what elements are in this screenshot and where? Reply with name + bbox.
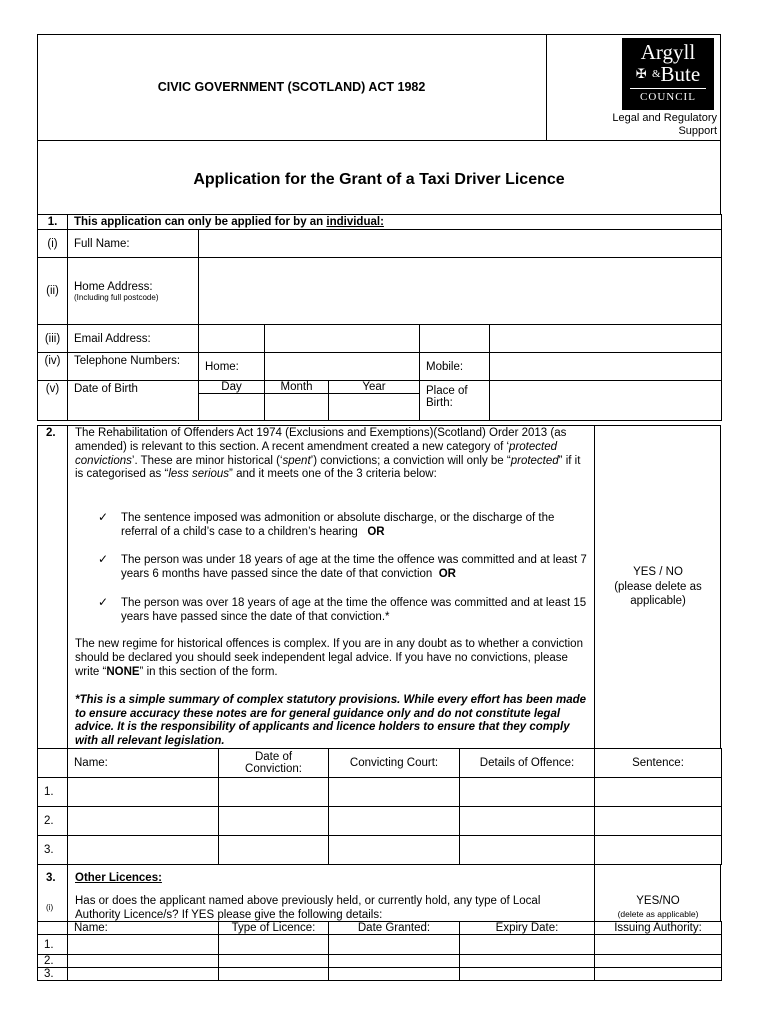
- form-title: Application for the Grant of a Taxi Driver Licence: [193, 171, 565, 188]
- email-field-1[interactable]: [199, 325, 265, 353]
- dob-day-field[interactable]: [199, 394, 265, 421]
- place-of-birth-label: Place of Birth:: [420, 381, 490, 421]
- act-title: CIVIC GOVERNMENT (SCOTLAND) ACT 1982: [157, 80, 426, 94]
- intro-protected-convictions: protected convictions: [75, 440, 557, 467]
- note-none: NONE: [106, 666, 140, 678]
- logo-line2: Bute: [660, 62, 701, 86]
- licence-type-field[interactable]: [219, 968, 329, 981]
- check-icon: ✓: [98, 595, 109, 609]
- col-name: Name:: [68, 749, 219, 778]
- section2-disclaimer: *This is a simple summary of complex statutory provisions. While every effort has been made to ensure accuracy these notes are for general guidance only and do not constitute legal advice. It is the responsibility of applicants and licence holders to ensure that they comply with all relevant legislation.: [75, 694, 587, 747]
- row-number: 2.: [38, 807, 68, 836]
- table-row: [38, 955, 722, 968]
- criterion-1-or: OR: [367, 526, 385, 538]
- licence-name-field[interactable]: [68, 955, 219, 968]
- email-field-4[interactable]: [490, 325, 722, 353]
- section1-number: 1.: [38, 215, 68, 230]
- place-of-birth-field[interactable]: [490, 381, 722, 421]
- full-name-field[interactable]: [199, 230, 722, 258]
- section3-yes-no-note: (delete as applicable): [617, 909, 699, 919]
- section2-yes-no[interactable]: YES / NO: [633, 566, 683, 578]
- criterion-1-text: The sentence imposed was admonition or absolute discharge, or the discharge of the referral of a child’s case to a children’s hearing: [121, 512, 555, 538]
- email-field-2[interactable]: [265, 325, 420, 353]
- check-icon: ✓: [98, 510, 109, 524]
- email-field-3[interactable]: [420, 325, 490, 353]
- convictions-table: [37, 748, 722, 865]
- col-date-granted: Date Granted:: [329, 922, 460, 935]
- section1-heading-text: This application can only be applied for by an: [74, 216, 327, 228]
- row-num-ii: (ii): [38, 258, 68, 325]
- mobile-phone-field[interactable]: [490, 353, 722, 381]
- row-number: 3.: [38, 836, 68, 865]
- check-icon: ✓: [98, 552, 109, 566]
- section2-yes-no-note: (please delete as applicable): [614, 581, 702, 607]
- licence-expiry-field[interactable]: [460, 968, 595, 981]
- conviction-sentence-field[interactable]: [595, 778, 722, 807]
- licence-granted-field[interactable]: [329, 935, 460, 955]
- intro-text-c: ’. These are minor historical (‘: [131, 454, 283, 467]
- dob-year-field[interactable]: [329, 394, 420, 421]
- conviction-details-field[interactable]: [460, 778, 595, 807]
- col-issuing-authority: Issuing Authority:: [595, 922, 722, 935]
- licences-table: [37, 921, 722, 981]
- intro-text-e: ’) convictions; a conviction will only be “: [310, 454, 511, 467]
- table-row: [38, 807, 722, 836]
- note-text-c: ” in this section of the form.: [139, 666, 278, 678]
- section2-intro: [75, 427, 587, 482]
- home-address-field[interactable]: [199, 258, 722, 325]
- licence-type-field[interactable]: [219, 955, 329, 968]
- criterion-1: [121, 511, 589, 539]
- intro-text-g: ” if it is categorised as “: [75, 454, 581, 481]
- col-type-of-licence: Type of Licence:: [219, 922, 329, 935]
- licence-name-field[interactable]: [68, 935, 219, 955]
- section1-table: [37, 214, 722, 421]
- intro-text-i: ” and it meets one of the 3 criteria below:: [229, 468, 437, 481]
- col-licence-name: Name:: [68, 922, 219, 935]
- section3-left-divider: [67, 864, 68, 922]
- email-label: Email Address:: [68, 325, 199, 353]
- licence-granted-field[interactable]: [329, 968, 460, 981]
- conviction-details-field[interactable]: [460, 807, 595, 836]
- criterion-3: [121, 596, 589, 624]
- licence-authority-field[interactable]: [595, 955, 722, 968]
- department-line1: Legal and Regulatory: [612, 112, 717, 124]
- col-details-of-offence: Details of Offence:: [460, 749, 595, 778]
- col-convicting-court: Convicting Court:: [329, 749, 460, 778]
- mobile-phone-label: Mobile:: [420, 353, 490, 381]
- intro-text-a: The Rehabilitation of Offenders Act 1974 (Exclusions and Exemptions)(Scotland) Order 2013 (as amended) is relevant to this section. A recent amendment created a new category of ‘: [75, 427, 567, 453]
- row-num-i: (i): [38, 230, 68, 258]
- conviction-name-field[interactable]: [68, 778, 219, 807]
- conviction-details-field[interactable]: [460, 836, 595, 865]
- table-row: [38, 836, 722, 865]
- licences-header-num: [38, 922, 68, 935]
- conviction-date-field[interactable]: [219, 807, 329, 836]
- section3-number: 3.: [46, 872, 56, 884]
- council-logo: [622, 38, 714, 110]
- licence-expiry-field[interactable]: [460, 935, 595, 955]
- table-row: [38, 935, 722, 955]
- row-num-v: (v): [38, 381, 68, 421]
- home-address-label: Home Address:: [74, 280, 153, 293]
- telephone-label: Telephone Numbers:: [68, 353, 199, 381]
- table-row: [38, 968, 722, 981]
- criterion-2-or: OR: [438, 568, 456, 580]
- celtic-knot-icon: ✠: [635, 66, 647, 81]
- row-number: 1.: [38, 778, 68, 807]
- logo-ampersand: &: [651, 68, 661, 80]
- header-divider: [546, 34, 547, 141]
- section1-heading: [68, 215, 722, 230]
- section3-question: Has or does the applicant named above previously held, or currently hold, any type of Local Authority Licence/s? If YES please give the following details:: [75, 895, 541, 921]
- section2-right-divider: [594, 425, 595, 749]
- logo-line2-row: [622, 63, 714, 85]
- conviction-court-field[interactable]: [329, 836, 460, 865]
- col-date-of-conviction: Date of Conviction:: [219, 749, 329, 778]
- conviction-sentence-field[interactable]: [595, 836, 722, 865]
- row-number: 2.: [38, 955, 68, 968]
- licence-granted-field[interactable]: [329, 955, 460, 968]
- note-text-a: The new regime for historical offences is complex. If you are in any doubt as to whether a conviction should be declared you should seek independent legal advice. If you have no convictions, please write “: [75, 638, 583, 678]
- conviction-court-field[interactable]: [329, 778, 460, 807]
- home-phone-label: Home:: [199, 353, 265, 381]
- logo-line3: COUNCIL: [630, 88, 706, 103]
- dob-day-label: Day: [199, 381, 265, 394]
- criterion-2-text: The person was under 18 years of age at the time the offence was committed and at least 7 years 6 months have passed since the date of that conviction: [121, 554, 587, 580]
- home-address-sublabel: (Including full postcode): [74, 292, 159, 302]
- conviction-name-field[interactable]: [68, 807, 219, 836]
- full-name-label: Full Name:: [68, 230, 199, 258]
- home-address-label-cell: [68, 258, 199, 325]
- section3-yes-no[interactable]: YES/NO: [636, 895, 680, 907]
- dob-month-field[interactable]: [265, 394, 329, 421]
- dob-label: Date of Birth: [68, 381, 199, 421]
- section2-note: [75, 637, 587, 679]
- licence-name-field[interactable]: [68, 968, 219, 981]
- section2-number: 2.: [46, 427, 56, 439]
- intro-spent: spent: [282, 454, 311, 467]
- licence-expiry-field[interactable]: [460, 955, 595, 968]
- licence-authority-field[interactable]: [595, 935, 722, 955]
- row-number: 3.: [38, 968, 68, 981]
- conviction-court-field[interactable]: [329, 807, 460, 836]
- intro-less-serious: less serious: [168, 468, 230, 481]
- dob-year-label: Year: [329, 381, 420, 394]
- department-line2: Support: [678, 125, 717, 137]
- criterion-2: [121, 553, 589, 581]
- logo-line1: Argyll: [640, 40, 696, 64]
- conviction-date-field[interactable]: [219, 836, 329, 865]
- section2-left-divider: [67, 425, 68, 749]
- row-number: 1.: [38, 935, 68, 955]
- section1-heading-individual: individual:: [326, 216, 384, 228]
- licence-authority-field[interactable]: [595, 968, 722, 981]
- row-num-iv: (iv): [38, 353, 68, 381]
- home-phone-field[interactable]: [265, 353, 420, 381]
- col-sentence: Sentence:: [595, 749, 722, 778]
- conviction-name-field[interactable]: [68, 836, 219, 865]
- conviction-date-field[interactable]: [219, 778, 329, 807]
- section3-sub-number: (i): [46, 903, 54, 912]
- col-expiry-date: Expiry Date:: [460, 922, 595, 935]
- convictions-header-num: [38, 749, 68, 778]
- row-num-iii: (iii): [38, 325, 68, 353]
- conviction-sentence-field[interactable]: [595, 807, 722, 836]
- dob-month-label: Month: [265, 381, 329, 394]
- table-row: [38, 778, 722, 807]
- criterion-3-text: The person was over 18 years of age at the time the offence was committed and at least 15 years have passed since the date of that conviction.*: [121, 597, 587, 623]
- section3-heading: Other Licences:: [75, 872, 162, 884]
- intro-protected: protected: [510, 454, 559, 467]
- licence-type-field[interactable]: [219, 935, 329, 955]
